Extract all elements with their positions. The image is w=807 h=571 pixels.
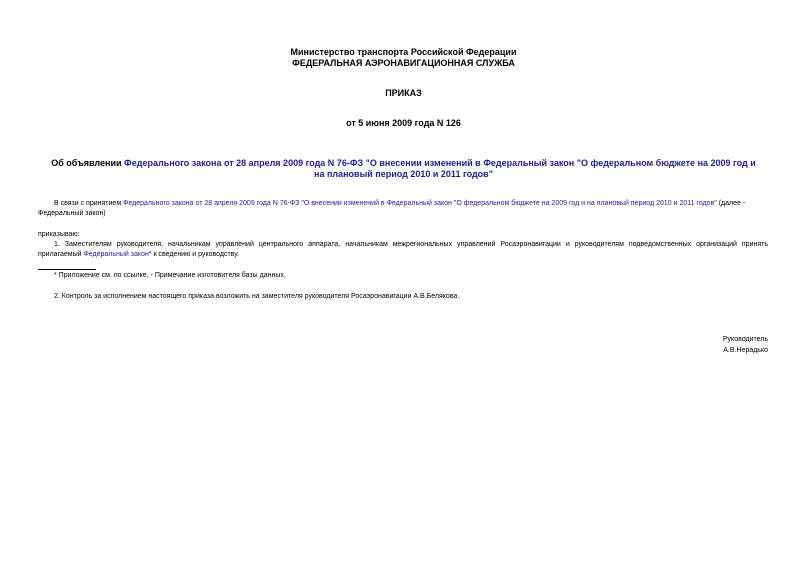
preamble-law-link[interactable]: Федерального закона от 28 апреля 2009 года N 76-ФЗ "О внесении изменений в Федеральный закон "О федеральном бюджете на 2009 год и на плановый период 2010 и 2011 годов": [123, 200, 717, 207]
order-word: приказываю:: [38, 231, 80, 238]
service-name: ФЕДЕРАЛЬНАЯ АЭРОНАВИГАЦИОННАЯ СЛУЖБА: [292, 58, 515, 68]
preamble-suffix: (далее - Федеральный закон): [38, 200, 746, 217]
item-2-paragraph: 2. Контроль за исполнением настоящего приказа возложить на заместителя руководителя Росаэронавигации А.В.Белякова.: [54, 293, 460, 300]
signature-name: А.В.Нерадько: [723, 347, 768, 354]
title-law-link[interactable]: Федерального закона от 28 апреля 2009 года N 76-ФЗ "О внесении изменений в Федеральный закон "О федеральном бюджете на 2009 год и на плановый период 2010 и 2011 годов": [124, 158, 756, 179]
item-1-paragraph: [38, 240, 768, 260]
ministry-name: Министерство транспорта Российской Федерации: [290, 47, 517, 57]
item-1-law-link[interactable]: Федеральный закон: [83, 251, 149, 258]
signature-position: Руководитель: [722, 336, 768, 343]
footnote: * Приложение см. по ссылке. - Примечание изготовителя базы данных.: [54, 272, 286, 279]
item-1-text: 1. Заместителям руководителя, начальникам управлений центрального аппарата, начальникам межрегиональных управлений Росаэронавигации и руководителям подведомственных организаций принять прилагаемый: [38, 241, 768, 258]
item-1-suffix: * к сведению и руководству.: [148, 251, 239, 258]
title-prefix: Об объявлении: [51, 158, 125, 168]
footnote-divider: [38, 269, 96, 270]
preamble-paragraph: [38, 199, 768, 219]
document-date-number: от 5 июня 2009 года N 126: [346, 118, 461, 128]
document-type: ПРИКАЗ: [385, 88, 422, 98]
preamble-prefix: В связи с принятием: [54, 200, 124, 207]
document-title: [50, 158, 757, 180]
